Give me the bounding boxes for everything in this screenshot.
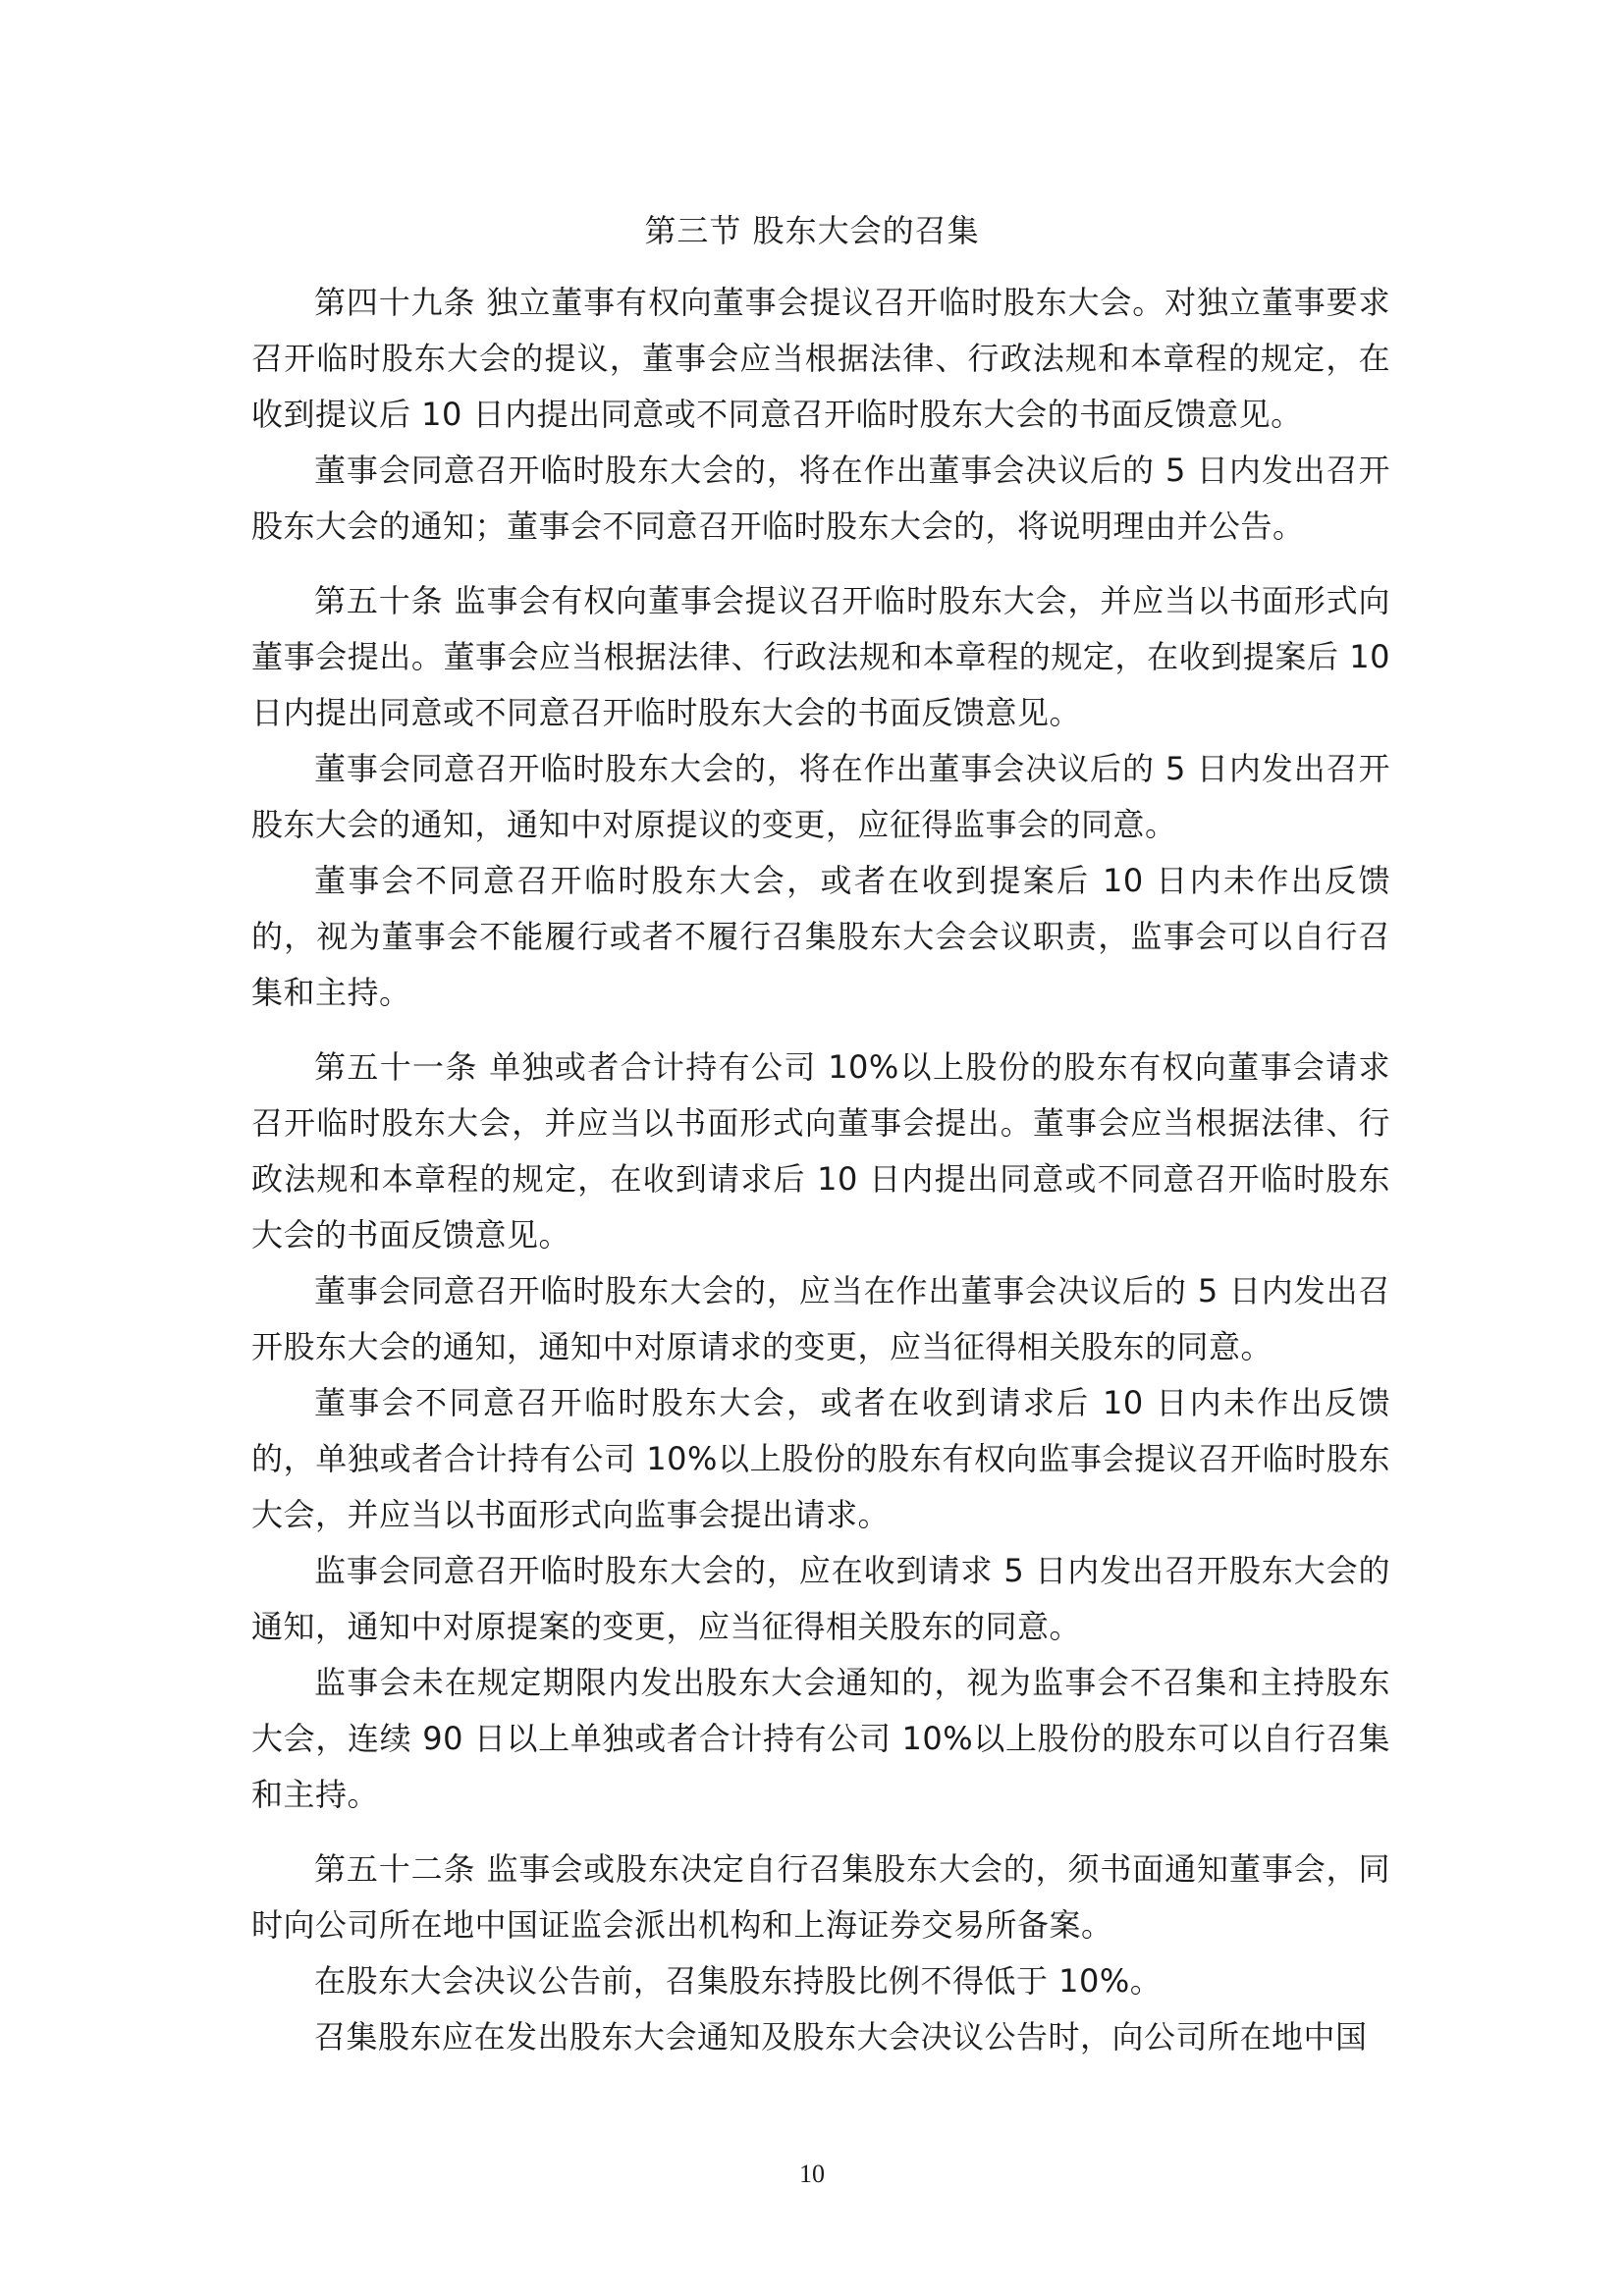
article-52-paragraph: 第五十二条 监事会或股东决定自行召集股东大会的，须书面通知董事会，同时向公司所在地中国证监会派出机构和上海证券交易所备案。 — [251, 1850, 1390, 1944]
article-50-subparagraph-1: 董事会同意召开临时股东大会的，将在作出董事会决议后的 5 日内发出召开股东大会的通知，通知中对原提议的变更，应征得监事会的同意。 — [251, 750, 1390, 843]
article-51-subparagraph-3: 监事会同意召开临时股东大会的，应在收到请求 5 日内发出召开股东大会的通知，通知中对原提案的变更，应当征得相关股东的同意。 — [251, 1552, 1390, 1645]
article-50-paragraph: 第五十条 监事会有权向董事会提议召开临时股东大会，并应当以书面形式向董事会提出。董事会应当根据法律、行政法规和本章程的规定，在收到提案后 10 日内提出同意或不同意召开临时股东大会的书面反馈意见。 — [251, 582, 1390, 731]
page-number: 10 — [799, 2160, 825, 2188]
article-52-subparagraph-1: 在股东大会决议公告前，召集股东持股比例不得低于 10%。 — [314, 1962, 1163, 2000]
article-51-paragraph: 第五十一条 单独或者合计持有公司 10%以上股份的股东有权向董事会请求召开临时股东大会，并应当以书面形式向董事会提出。董事会应当根据法律、行政法规和本章程的规定，在收到请求后 10 日内提出同意或不同意召开临时股东大会的书面反馈意见。 — [251, 1048, 1390, 1254]
article-49-paragraph: 第四十九条 独立董事有权向董事会提议召开临时股东大会。对独立董事要求召开临时股东大会的提议，董事会应当根据法律、行政法规和本章程的规定，在收到提议后 10 日内提出同意或不同意召开临时股东大会的书面反馈意见。 — [251, 284, 1390, 433]
article-51-subparagraph-2: 董事会不同意召开临时股东大会，或者在收到请求后 10 日内未作出反馈的，单独或者合计持有公司 10%以上股份的股东有权向监事会提议召开临时股东大会，并应当以书面形式向监事会提出请求。 — [251, 1384, 1390, 1533]
article-52-subparagraph-2: 召集股东应在发出股东大会通知及股东大会决议公告时，向公司所在地中国 — [314, 2018, 1368, 2056]
document-body — [251, 275, 1390, 2065]
article-49-subparagraph: 董事会同意召开临时股东大会的，将在作出董事会决议后的 5 日内发出召开股东大会的通知；董事会不同意召开临时股东大会的，将说明理由并公告。 — [251, 452, 1390, 545]
article-51-subparagraph-1: 董事会同意召开临时股东大会的，应当在作出董事会决议后的 5 日内发出召开股东大会的通知，通知中对原请求的变更，应当征得相关股东的同意。 — [251, 1272, 1390, 1365]
article-50-subparagraph-2: 董事会不同意召开临时股东大会，或者在收到提案后 10 日内未作出反馈的，视为董事会不能履行或者不履行召集股东大会会议职责，监事会可以自行召集和主持。 — [251, 862, 1390, 1011]
section-title: 第三节 股东大会的召集 — [644, 212, 980, 249]
article-51-subparagraph-4: 监事会未在规定期限内发出股东大会通知的，视为监事会不召集和主持股东大会，连续 90 日以上单独或者合计持有公司 10%以上股份的股东可以自行召集和主持。 — [251, 1664, 1390, 1813]
